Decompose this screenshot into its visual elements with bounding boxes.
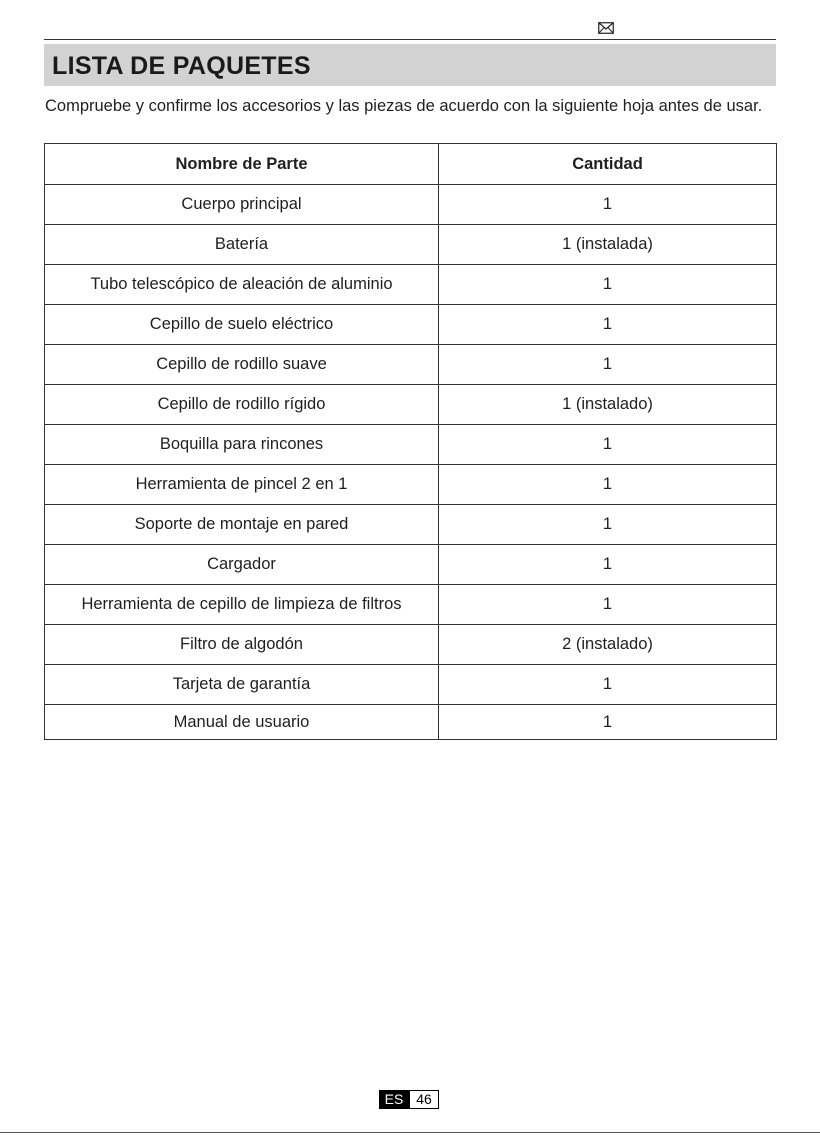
table-row xyxy=(45,385,777,425)
title-bar xyxy=(44,44,776,86)
table-row xyxy=(45,505,777,545)
table-row xyxy=(45,625,777,665)
part-name-cell: Cuerpo principal xyxy=(45,185,439,225)
part-name-cell: Batería xyxy=(45,225,439,265)
column-header-quantity: Cantidad xyxy=(439,144,777,185)
part-name-cell: Cargador xyxy=(45,545,439,585)
table-row xyxy=(45,465,777,505)
table-header-row xyxy=(45,144,777,185)
quantity-cell: 1 (instalado) xyxy=(439,385,777,425)
quantity-cell: 1 xyxy=(439,465,777,505)
part-name-cell: Herramienta de cepillo de limpieza de filtros xyxy=(45,585,439,625)
table-row xyxy=(45,425,777,465)
page-title: LISTA DE PAQUETES xyxy=(52,52,311,80)
table-row xyxy=(45,185,777,225)
quantity-cell: 1 xyxy=(439,505,777,545)
quantity-cell: 1 xyxy=(439,305,777,345)
table-row xyxy=(45,705,777,740)
quantity-cell: 1 xyxy=(439,545,777,585)
table-row xyxy=(45,225,777,265)
part-name-cell: Herramienta de pincel 2 en 1 xyxy=(45,465,439,505)
quantity-cell: 1 xyxy=(439,705,777,740)
quantity-cell: 1 xyxy=(439,665,777,705)
envelope-icon xyxy=(598,22,614,34)
page-badge xyxy=(379,1090,439,1109)
table-row xyxy=(45,545,777,585)
part-name-cell: Boquilla para rincones xyxy=(45,425,439,465)
table-row xyxy=(45,665,777,705)
intro-text: Compruebe y confirme los accesorios y las piezas de acuerdo con la siguiente hoja antes de usar. xyxy=(45,97,763,115)
part-name-cell: Filtro de algodón xyxy=(45,625,439,665)
column-header-part-name: Nombre de Parte xyxy=(45,144,439,185)
part-name-cell: Cepillo de suelo eléctrico xyxy=(45,305,439,345)
part-name-cell: Cepillo de rodillo rígido xyxy=(45,385,439,425)
table-row xyxy=(45,345,777,385)
table-row xyxy=(45,265,777,305)
quantity-cell: 2 (instalado) xyxy=(439,625,777,665)
quantity-cell: 1 xyxy=(439,585,777,625)
quantity-cell: 1 xyxy=(439,185,777,225)
table-row xyxy=(45,585,777,625)
parts-table xyxy=(44,143,777,740)
quantity-cell: 1 xyxy=(439,345,777,385)
parts-table-body xyxy=(45,185,777,740)
header-rule xyxy=(44,39,776,40)
quantity-cell: 1 xyxy=(439,265,777,305)
part-name-cell: Manual de usuario xyxy=(45,705,439,740)
quantity-cell: 1 xyxy=(439,425,777,465)
part-name-cell: Tarjeta de garantía xyxy=(45,665,439,705)
page-number: 46 xyxy=(409,1090,439,1109)
footer-rule xyxy=(0,1132,820,1133)
quantity-cell: 1 (instalada) xyxy=(439,225,777,265)
part-name-cell: Cepillo de rodillo suave xyxy=(45,345,439,385)
language-label: ES xyxy=(379,1090,409,1109)
table-row xyxy=(45,305,777,345)
part-name-cell: Soporte de montaje en pared xyxy=(45,505,439,545)
part-name-cell: Tubo telescópico de aleación de aluminio xyxy=(45,265,439,305)
